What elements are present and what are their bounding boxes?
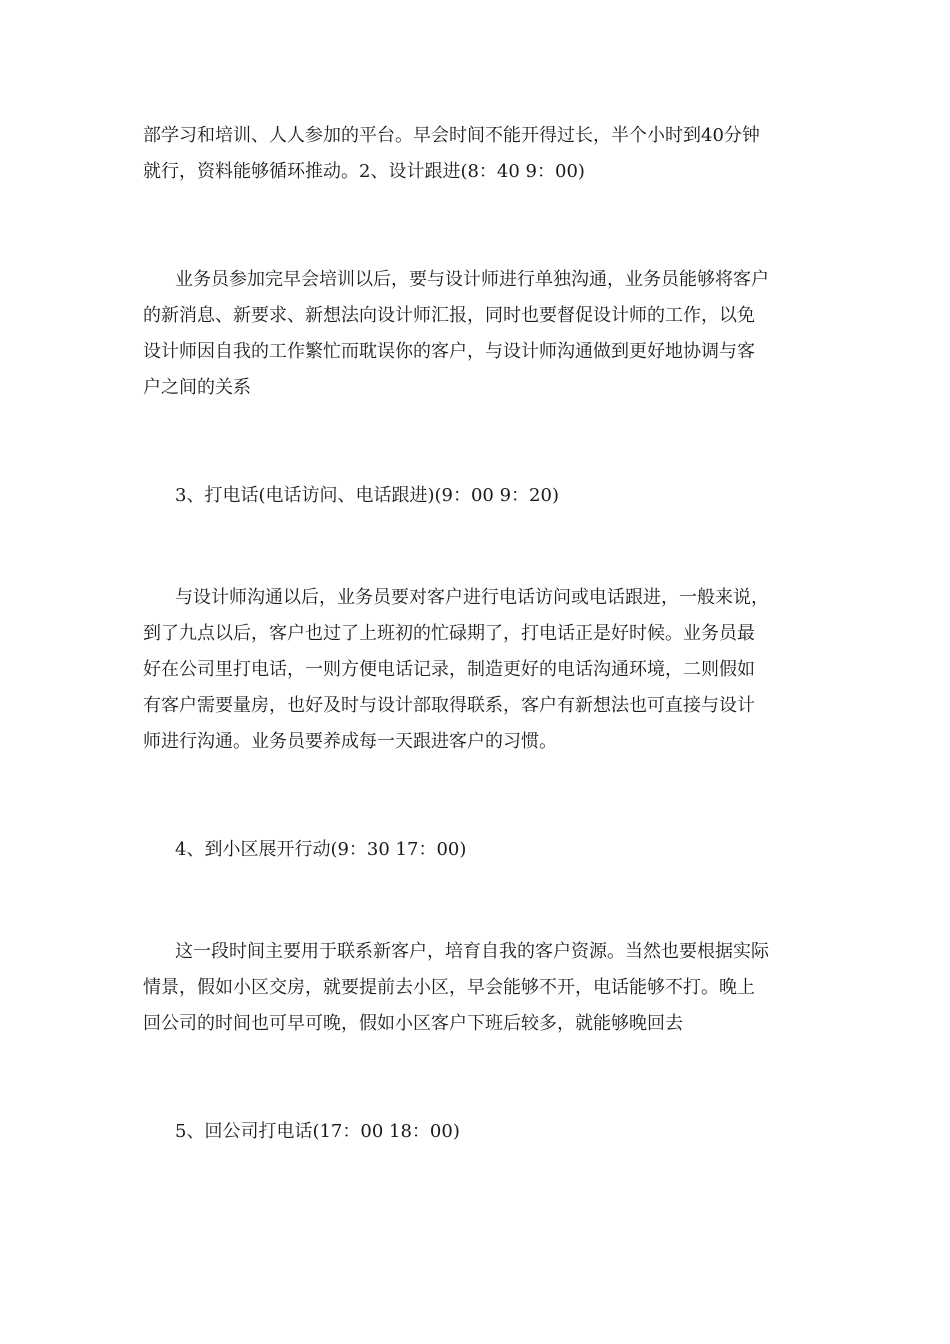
text-line: 与设计师沟通以后，业务员要对客户进行电话访问或电话跟进，一般来说， [175, 587, 769, 608]
text-line: 就行，资料能够循环推动。2、设计跟进(8：40 9：00) [143, 161, 585, 182]
text-line: 的新消息、新要求、新想法向设计师汇报，同时也要督促设计师的工作，以免 [143, 305, 755, 326]
text-line: 这一段时间主要用于联系新客户，培育自我的客户资源。当然也要根据实际 [175, 941, 769, 962]
text-line: 师进行沟通。业务员要养成每一天跟进客户的习惯。 [143, 731, 557, 752]
text-line: 有客户需要量房，也好及时与设计部取得联系，客户有新想法也可直接与设计 [143, 695, 755, 716]
section-heading-phone-calls [143, 478, 808, 514]
paragraph-morning-meeting [143, 118, 808, 190]
text-line: 好在公司里打电话，一则方便电话记录，制造更好的电话沟通环境，二则假如 [143, 659, 755, 680]
paragraph-design-followup [143, 262, 808, 406]
text-line: 部学习和培训、人人参加的平台。早会时间不能开得过长，半个小时到40分钟 [143, 125, 760, 146]
text-line: 到了九点以后，客户也过了上班初的忙碌期了，打电话正是好时候。业务员最 [143, 623, 755, 644]
heading-text: 4、到小区展开行动(9：30 17：00) [175, 839, 467, 860]
section-heading-community [143, 832, 808, 868]
text-line: 户之间的关系 [143, 377, 251, 398]
paragraph-phone-calls [143, 580, 808, 760]
text-line: 设计师因自我的工作繁忙而耽误你的客户，与设计师沟通做到更好地协调与客 [143, 341, 755, 362]
heading-text: 5、回公司打电话(17：00 18：00) [175, 1121, 460, 1142]
section-heading-evening-calls [143, 1114, 808, 1150]
text-line: 情景，假如小区交房，就要提前去小区，早会能够不开，电话能够不打。晚上 [143, 977, 755, 998]
text-line: 业务员参加完早会培训以后，要与设计师进行单独沟通，业务员能够将客户 [175, 269, 769, 290]
text-line: 回公司的时间也可早可晚，假如小区客户下班后较多，就能够晚回去 [143, 1013, 683, 1034]
heading-text: 3、打电话(电话访问、电话跟进)(9：00 9：20) [175, 485, 559, 506]
paragraph-community [143, 934, 808, 1042]
